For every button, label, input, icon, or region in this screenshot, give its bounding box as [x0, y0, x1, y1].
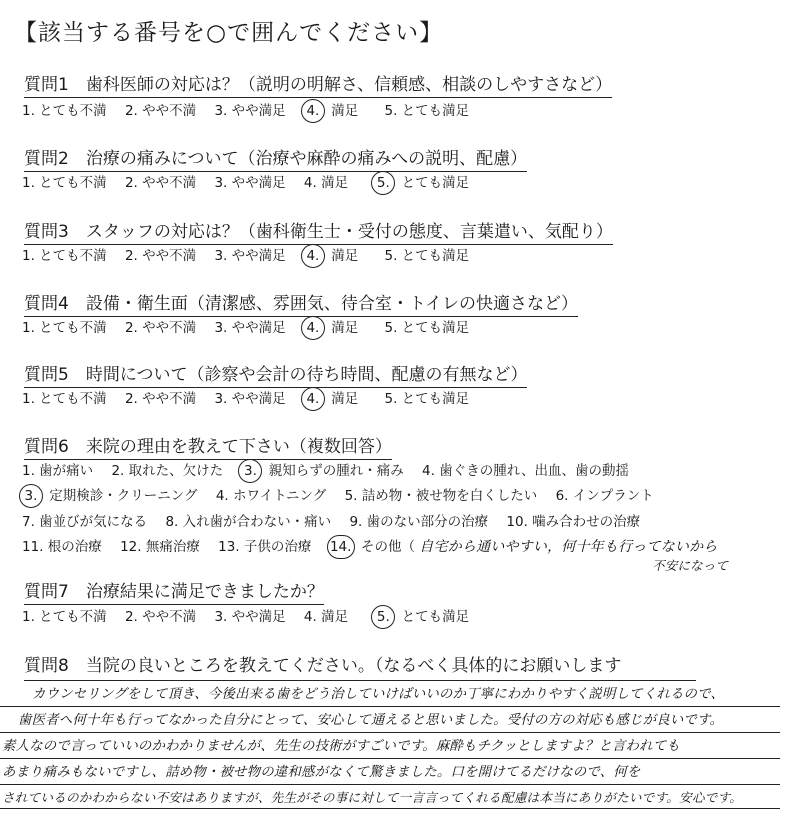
- option: 1. 歯が痛い: [22, 463, 94, 479]
- selected-option-circle: 5.: [371, 171, 395, 195]
- question-4-options: [22, 316, 469, 340]
- question-8-title: 質問8 当院の良いところを教えてください。（なるべく具体的にお願いします: [24, 656, 622, 676]
- option: 2. 取れた、欠けた: [111, 463, 224, 479]
- comment-handwriting-line: 素人なので言っていいのかわかりませんが、先生の技術がすごいです。麻酔もチクッとしますよ？と言われても: [2, 739, 680, 754]
- answer-line: [0, 808, 780, 809]
- answer-line: [24, 680, 696, 681]
- option: 2. やや不満: [124, 175, 197, 191]
- option: 6. インプラント: [555, 488, 654, 504]
- comment-handwriting-line: 歯医者へ何十年も行ってなかった自分にとって、安心して通えると思いました。受付の方の対応も感じが良いです。: [18, 713, 724, 728]
- option: 2. やや不満: [124, 103, 197, 119]
- option: 満足: [331, 248, 359, 264]
- option: 3. やや満足: [214, 391, 286, 407]
- question-6-row-4: [22, 535, 717, 559]
- option: 13. 子供の治療: [218, 539, 312, 555]
- option: 5. とても満足: [384, 103, 470, 119]
- instruction-heading: 【該当する番号を○で囲んでください】: [14, 20, 444, 46]
- option: 3. やや満足: [214, 103, 286, 119]
- option: 5. とても満足: [384, 248, 470, 264]
- question-4-title: 質問4 設備・衛生面（清潔感、雰囲気、待合室・トイレの快適さなど）: [24, 289, 578, 317]
- option: 2. やや不満: [124, 391, 197, 407]
- question-6-row-1: [22, 459, 629, 483]
- option: 2. やや不満: [124, 320, 197, 336]
- selected-option-circle: 3.: [238, 459, 262, 483]
- option: 1. とても不満: [22, 175, 107, 191]
- option: 3. やや満足: [214, 248, 286, 264]
- option: 2. やや不満: [124, 609, 197, 625]
- question-6-row-3: [22, 510, 640, 530]
- option: 4. 満足: [303, 609, 349, 625]
- question-6-title: 質問6 来院の理由を教えて下さい（複数回答）: [24, 432, 392, 460]
- selected-option-circle: 3.: [19, 484, 43, 508]
- selected-option-circle: 4.: [301, 316, 325, 340]
- selected-option-circle: 4.: [301, 244, 325, 268]
- option: 11. 根の治療: [22, 539, 102, 555]
- option: 1. とても不満: [22, 248, 107, 264]
- comment-handwriting-line: されているのかわからない不安はありますが、先生がその事に対して一言言ってくれる配慮は本当にありがたいです。安心です。: [2, 790, 743, 805]
- other-reason-handwriting: 自宅から通いやすい，何十年も行ってないから: [419, 539, 718, 555]
- option: とても満足: [401, 175, 470, 191]
- question-1-options: [22, 99, 469, 123]
- option: 7. 歯並びが気になる: [22, 514, 148, 530]
- option: 10. 噛み合わせの治療: [506, 514, 641, 530]
- option: 親知らずの腫れ・痛み: [268, 463, 404, 479]
- option: 3. やや満足: [214, 175, 286, 191]
- selected-option-circle: 14.: [327, 535, 355, 559]
- comment-handwriting-line: あまり痛みもないですし、詰め物・被せ物の違和感がなくて驚きました。口を開けてるだけなので、何を: [2, 765, 641, 780]
- option: 1. とても不満: [22, 391, 107, 407]
- option: 4. 歯ぐきの腫れ、出血、歯の動揺: [422, 463, 630, 479]
- option: 5. 詰め物・被せ物を白くしたい: [344, 488, 538, 504]
- answer-line: [0, 784, 780, 785]
- question-7-options: [22, 605, 469, 629]
- option: 満足: [331, 103, 359, 119]
- other-reason-handwriting-continued: 不安になって: [652, 558, 729, 573]
- option: 4. 満足: [303, 175, 349, 191]
- answer-line: [0, 706, 780, 707]
- option: 定期検診・クリーニング: [49, 488, 198, 504]
- question-2-options: [22, 171, 469, 195]
- option: 1. とても不満: [22, 320, 107, 336]
- question-5-options: [22, 387, 469, 411]
- question-6-row-2: [22, 484, 654, 508]
- option: 2. やや不満: [124, 248, 197, 264]
- option: 3. やや満足: [214, 320, 286, 336]
- option: 5. とても満足: [384, 391, 470, 407]
- question-3-title: 質問3 スタッフの対応は？（歯科衛生士・受付の態度、言葉遣い、気配り）: [24, 217, 613, 245]
- answer-line: [0, 758, 780, 759]
- option: 満足: [331, 320, 359, 336]
- option: 1. とても不満: [22, 103, 107, 119]
- option: 1. とても不満: [22, 609, 107, 625]
- selected-option-circle: 4.: [301, 387, 325, 411]
- question-5-title: 質問5 時間について（診察や会計の待ち時間、配慮の有無など）: [24, 360, 527, 388]
- selected-option-circle: 5.: [371, 605, 395, 629]
- option: とても満足: [401, 609, 470, 625]
- question-1-title: 質問1 歯科医師の対応は？（説明の明解さ、信頼感、相談のしやすさなど）: [24, 70, 612, 98]
- option: 12. 無痛治療: [120, 539, 200, 555]
- option: 5. とても満足: [384, 320, 470, 336]
- option: 4. ホワイトニング: [215, 488, 327, 504]
- option: 3. やや満足: [214, 609, 286, 625]
- option: その他（: [360, 539, 415, 555]
- option: 9. 歯のない部分の治療: [349, 514, 489, 530]
- option: 満足: [331, 391, 359, 407]
- question-2-title: 質問2 治療の痛みについて（治療や麻酔の痛みへの説明、配慮）: [24, 144, 527, 172]
- answer-line: [0, 732, 780, 733]
- question-3-options: [22, 244, 469, 268]
- question-7-title: 質問7 治療結果に満足できましたか？: [24, 577, 324, 605]
- selected-option-circle: 4.: [301, 99, 325, 123]
- option: 8. 入れ歯が合わない・痛い: [165, 514, 332, 530]
- comment-handwriting-line: カウンセリングをして頂き、今後出来る歯をどう治していけばいいのか丁寧にわかりやすく説明してくれるので、: [32, 687, 725, 702]
